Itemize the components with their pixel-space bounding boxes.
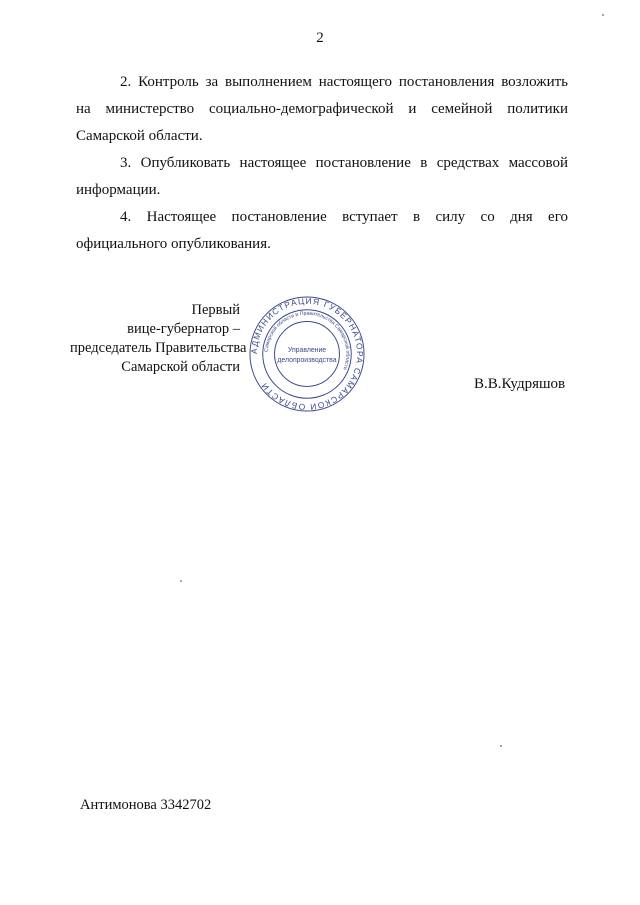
signatory-title-line: вице-губернатор – [127, 321, 240, 337]
paragraph-line: Самарской области. [76, 128, 203, 144]
paragraph-2 [76, 69, 568, 150]
paragraph-line: на министерство социально-демографической и семейной политики [76, 101, 568, 117]
paragraph-3 [76, 150, 568, 204]
paragraph-line: 2. Контроль за выполнением настоящего постановления возложить [120, 74, 568, 90]
signatory-title-line: председатель Правительства [70, 340, 247, 356]
official-seal [248, 295, 366, 413]
signatory-title-line: Самарской области [121, 359, 240, 375]
seal-center-line-1: Управление [287, 347, 327, 355]
signatory-title [70, 301, 247, 377]
page-number: 2 [316, 30, 324, 46]
paragraph-4 [76, 204, 568, 258]
seal-outer-text: АДМИНИСТРАЦИЯ ГУБЕРНАТОРА САМАРСКОЙ ОБЛАСТИ [248, 295, 366, 413]
paragraph-line: 4. Настоящее постановление вступает в силу со дня его [120, 209, 568, 225]
signatory-name: В.В.Кудряшов [474, 376, 566, 392]
scan-speck [500, 745, 502, 747]
seal-center-line-2: делопроизводства [277, 356, 337, 364]
seal-inner-text: Самарской области и Правительства Самарской области [263, 310, 351, 371]
paragraph-line: официального опубликования. [76, 236, 271, 252]
paragraph-line: информации. [76, 182, 161, 198]
paragraph-line: 3. Опубликовать настоящее постановление в средствах массовой [120, 155, 568, 171]
signatory-title-line: Первый [191, 302, 240, 318]
scan-speck [602, 14, 604, 16]
executor-contact: Антимонова 3342702 [80, 797, 212, 813]
scan-speck [180, 580, 182, 582]
